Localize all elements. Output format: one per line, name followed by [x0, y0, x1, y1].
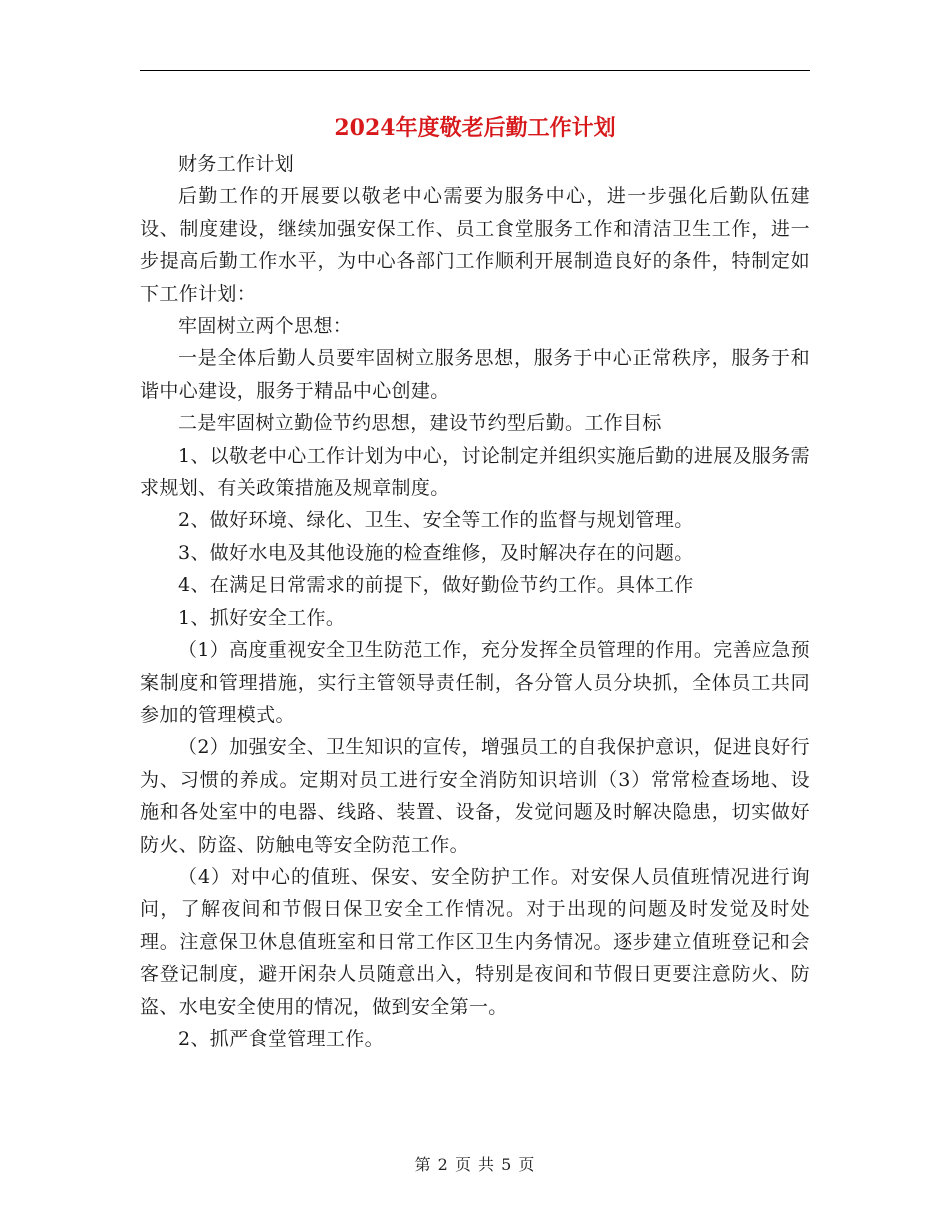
paragraph: 1、以敬老中心工作计划为中心，讨论制定并组织实施后勤的进展及服务需求规划、有关政策措施及规章制度。 [140, 444, 810, 500]
paragraph: （2）加强安全、卫生知识的宣传，增强员工的自我保护意识，促进良好行为、习惯的养成。定期对员工进行安全消防知识培训（3）常常检查场地、设施和各处室中的电器、线路、装置、设备，发觉问题及时解决隐患，切实做好防火、防盗、防触电等安全防范工作。 [140, 736, 810, 856]
paragraph: 二是牢固树立勤俭节约思想，建设节约型后勤。工作目标 [178, 412, 662, 435]
header-rule [140, 70, 810, 71]
paragraph: 后勤工作的开展要以敬老中心需要为服务中心，进一步强化后勤队伍建设、制度建设，继续加强安保工作、员工食堂服务工作和清洁卫生工作，进一步提高后勤工作水平，为中心各部门工作顺利开展制造良好的条件，特制定如下工作计划： [140, 185, 810, 305]
paragraph: 4、在满足日常需求的前提下，做好勤俭节约工作。具体工作 [178, 574, 694, 597]
page-number-footer: 第 2 页 共 5 页 [414, 1155, 536, 1174]
paragraph: 牢固树立两个思想： [178, 315, 353, 338]
document-body [140, 148, 810, 1055]
paragraph: （1）高度重视安全卫生防范工作，充分发挥全员管理的作用。完善应急预案制度和管理措施，实行主管领导责任制，各分管人员分块抓，全体员工共同参加的管理模式。 [140, 639, 810, 726]
paragraph: 2、做好环境、绿化、卫生、安全等工作的监督与规划管理。 [178, 509, 694, 532]
paragraph: 1、抓好安全工作。 [178, 606, 346, 629]
paragraph: 2、抓严食堂管理工作。 [178, 1027, 384, 1050]
document-title: 2024年度敬老后勤工作计划 [334, 115, 616, 141]
paragraph: 财务工作计划 [178, 153, 295, 175]
paragraph: 一是全体后勤人员要牢固树立服务思想，服务于中心正常秩序，服务于和谐中心建设，服务于精品中心创建。 [140, 347, 810, 402]
paragraph: 3、做好水电及其他设施的检查维修，及时解决存在的问题。 [178, 541, 694, 564]
paragraph: （4）对中心的值班、保安、安全防护工作。对安保人员值班情况进行询问，了解夜间和节假日保卫安全工作情况。对于出现的问题及时发觉及时处理。注意保卫休息值班室和日常工作区卫生内务情况。逐步建立值班登记和会客登记制度，避开闲杂人员随意出入，特别是夜间和节假日更要注意防火、防盗、水电安全使用的情况，做到安全第一。 [140, 865, 810, 1018]
